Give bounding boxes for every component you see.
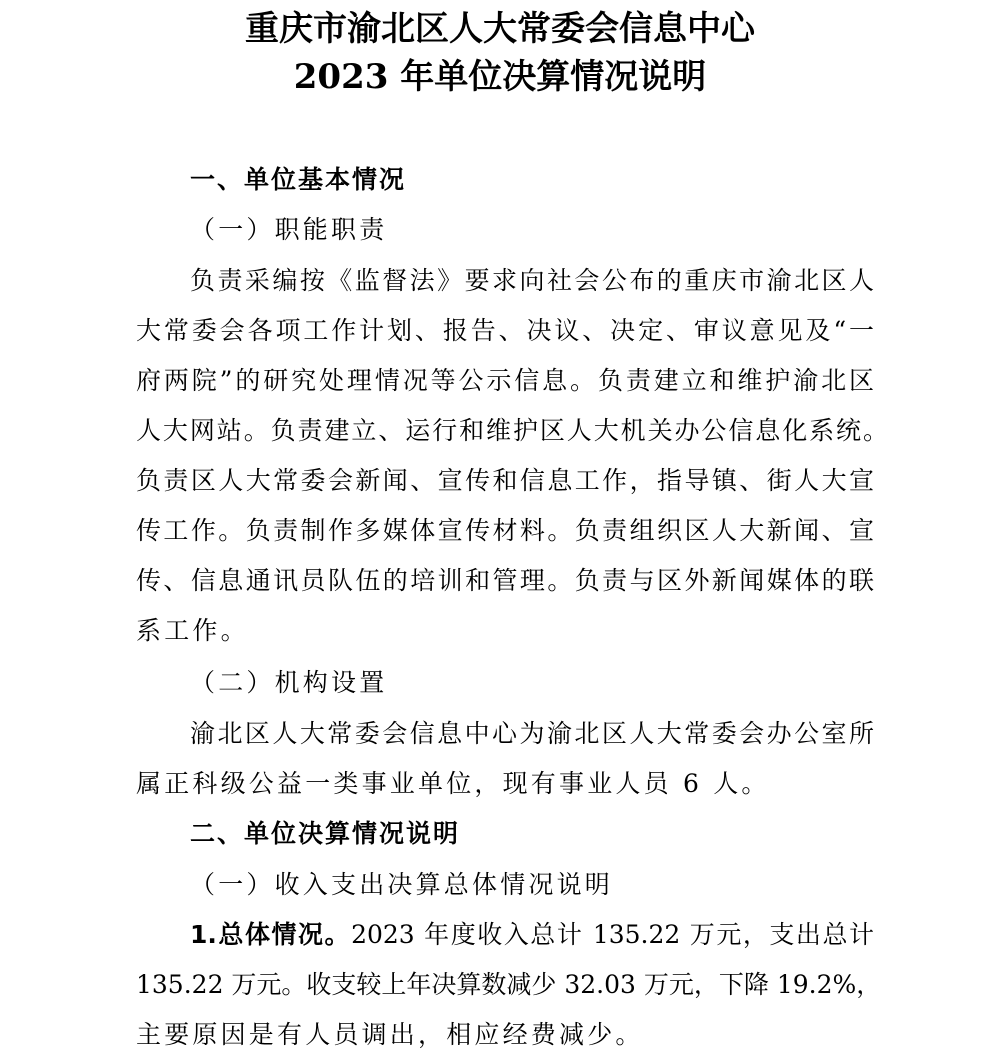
paragraph-line: 负责采编按《监督法》要求向社会公布的重庆市渝北区人 xyxy=(190,266,874,295)
paragraph-lead-line xyxy=(190,915,874,955)
paragraph-line: 渝北区人大常委会信息中心为渝北区人大常委会办公室所 xyxy=(190,719,874,748)
paragraph-line: 负责区人大常委会新闻、宣传和信息工作，指导镇、街人大宣 xyxy=(136,466,874,495)
lead-text: 2023 年度收入总计 135.22 万元，支出总计 xyxy=(351,920,874,949)
paragraph-line: 135.22 万元。收支较上年决算数减少 32.03 万元，下降 19.2%， xyxy=(136,970,882,999)
section1-heading: 一、单位基本情况 xyxy=(190,165,407,194)
lead-label: 1.总体情况。 xyxy=(190,920,352,949)
paragraph-line: 传工作。负责制作多媒体宣传材料。负责组织区人大新闻、宣 xyxy=(136,516,874,545)
section2-sub1-heading: （一）收入支出决算总体情况说明 xyxy=(190,870,614,899)
section2-heading: 二、单位决算情况说明 xyxy=(190,819,461,848)
document-title-line1: 重庆市渝北区人大常委会信息中心 xyxy=(245,9,755,49)
paragraph-line: 属正科级公益一类事业单位，现有事业人员 6 人。 xyxy=(136,769,770,798)
document-title-line2: 2023 年单位决算情况说明 xyxy=(293,57,707,97)
section1-sub2-heading: （二）机构设置 xyxy=(190,668,388,697)
paragraph-line: 大常委会各项工作计划、报告、决议、决定、审议意见及“一 xyxy=(136,316,874,345)
section1-sub1-heading: （一）职能职责 xyxy=(190,215,388,244)
paragraph-line: 系工作。 xyxy=(136,616,249,645)
paragraph-line: 传、信息通讯员队伍的培训和管理。负责与区外新闻媒体的联 xyxy=(136,566,874,595)
paragraph-line: 主要原因是有人员调出，相应经费减少。 xyxy=(136,1020,644,1049)
paragraph-line: 人大网站。负责建立、运行和维护区人大机关办公信息化系统。 xyxy=(136,416,888,445)
paragraph-line: 府两院”的研究处理情况等公示信息。负责建立和维护渝北区 xyxy=(136,366,874,395)
